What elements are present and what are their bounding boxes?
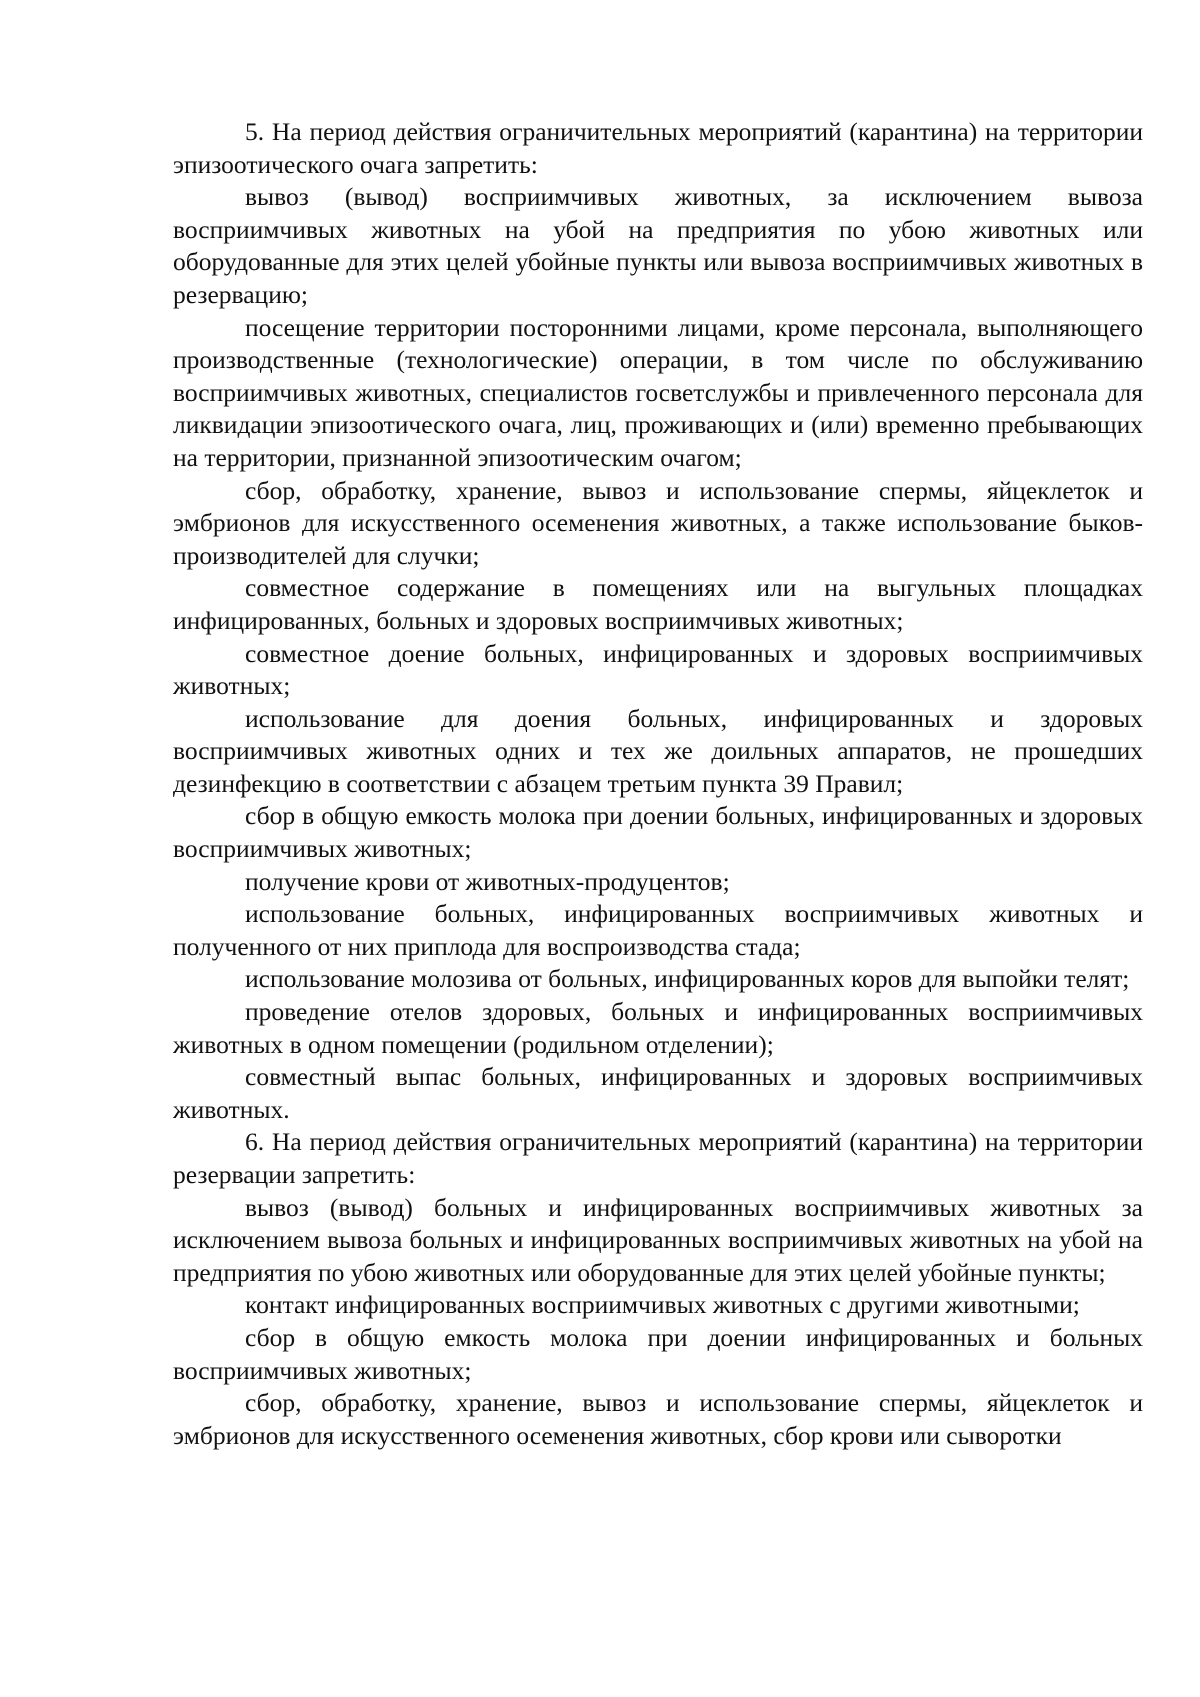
document-body [173,116,1143,1452]
paragraph-joint-housing-ban: совместное содержание в помещениях или на выгульных площадках инфицированных, больных и здоровых восприимчивых животных; [173,573,1143,635]
paragraph-calving-ban: проведение отелов здоровых, больных и инфицированных восприимчивых животных в одном помещении (родильном отделении); [173,997,1143,1059]
paragraph-reservation-removal-ban: вывоз (вывод) больных и инфицированных восприимчивых животных за исключением вывоза больных и инфицированных восприимчивых животных на убой на предприятия по убою животных или оборудованные для этих целей убойные пункты; [173,1192,1143,1287]
paragraph-item-6-intro: 6. На период действия ограничительных мероприятий (карантина) на территории резервации запретить: [173,1127,1143,1189]
paragraph-reservation-milk-ban: сбор в общую емкость молока при доении инфицированных и больных восприимчивых животных; [173,1322,1143,1385]
paragraph-joint-milking-ban: совместное доение больных, инфицированных и здоровых восприимчивых животных; [173,638,1143,701]
paragraph-removal-ban: вывоз (вывод) восприимчивых животных, за исключением вывоза восприимчивых животных на убой на предприятия по убою животных или оборудованные для этих целей убойные пункты или вывоза восприимчивых животных в резервацию; [173,182,1143,309]
paragraph-grazing-ban: совместный выпас больных, инфицированных и здоровых восприимчивых животных. [173,1062,1143,1124]
paragraph-blood-ban: получение крови от животных-продуцентов; [245,866,730,896]
paragraph-milk-collection-ban: сбор в общую емкость молока при доении больных, инфицированных и здоровых восприимчивых животных; [173,801,1143,864]
paragraph-reservation-sperm-ban: сбор, обработку, хранение, вывоз и использование спермы, яйцеклеток и эмбрионов для искусственного осеменения животных, сбор крови или сыворотки [173,1388,1143,1450]
paragraph-visit-ban: посещение территории посторонними лицами, кроме персонала, выполняющего производственные (технологические) операции, в том числе по обслуживанию восприимчивых животных, специалистов госветслужбы и привлеченного персонала для ликвидации эпизоотического очага, лиц, проживающих и (или) временно пребывающих на территории, признанной эпизоотическим очагом; [173,312,1143,472]
paragraph-colostrum-ban: использование молозива от больных, инфицированных коров для выпойки телят; [245,964,1130,994]
paragraph-item-5-intro: 5. На период действия ограничительных мероприятий (карантина) на территории эпизоотического очага запретить: [173,117,1143,179]
paragraph-sperm-ban: сбор, обработку, хранение, вывоз и использование спермы, яйцеклеток и эмбрионов для искусственного осеменения животных, а также использование быков-производителей для случки; [173,475,1143,570]
paragraph-reproduction-ban: использование больных, инфицированных восприимчивых животных и полученного от них приплода для воспроизводства стада; [173,899,1143,961]
paragraph-milking-equipment-ban: использование для доения больных, инфицированных и здоровых восприимчивых животных одних и тех же доильных аппаратов, не прошедших дезинфекцию в соответствии с абзацем третьим пункта 39 Правил; [173,703,1143,798]
paragraph-contact-ban: контакт инфицированных восприимчивых животных с другими животными; [245,1290,1080,1320]
